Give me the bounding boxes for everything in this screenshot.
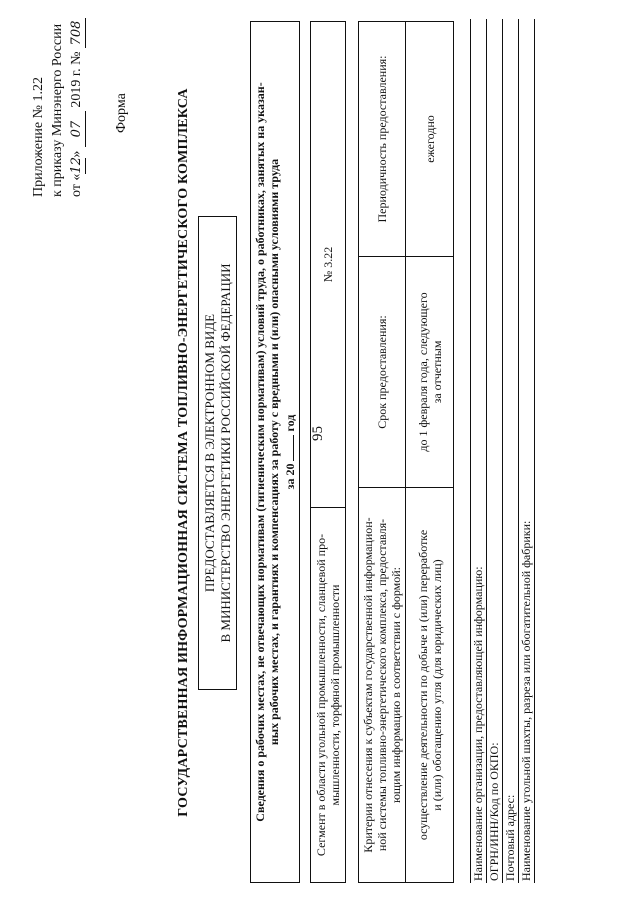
criteria-row-line-2: и (или) обогащению угля (для юридических лиц) bbox=[429, 559, 444, 811]
appendix-date-line: от «12» 07 2019 г. № 708 bbox=[68, 7, 87, 197]
report-title-line-1: Сведения о рабочих местах, не отвечающих нормативам (гигиеническим нормативам) условий труда, о работниках, занятых на указан- bbox=[253, 82, 267, 822]
segment-table bbox=[310, 21, 346, 883]
periodicity-header: Периодичность предоставления: bbox=[359, 22, 406, 257]
submission-notice-box bbox=[198, 216, 237, 690]
appendix-block bbox=[30, 7, 87, 197]
criteria-row-line-1: осуществление деятельности по добыче и (или) переработке bbox=[415, 529, 430, 841]
form-label: Форма bbox=[114, 93, 129, 133]
notice-line-2: В МИНИСТЕРСТВО ЭНЕРГЕТИКИ РОССИЙСКОЙ ФЕДЕРАЦИИ bbox=[217, 263, 233, 643]
system-title: ГОСУДАРСТВЕННАЯ ИНФОРМАЦИОННАЯ СИСТЕМА ТОПЛИВНО-ЭНЕРГЕТИЧЕСКОГО КОМПЛЕКСА bbox=[176, 88, 191, 817]
report-title-box bbox=[250, 21, 300, 883]
segment-text-line-1: Сегмент в области угольной промышленности, сланцевой про- bbox=[313, 533, 328, 857]
report-year-blank bbox=[281, 435, 294, 461]
deadline-line-1: до 1 февраля года, следующего bbox=[415, 292, 430, 452]
report-title-line-2: ных рабочих местах, и гарантиях и компенсациях за работу с вредными и (или) опасными условиями труда bbox=[267, 158, 282, 746]
deadline-header: Срок предоставления: bbox=[359, 257, 406, 488]
bottom-rule bbox=[534, 19, 535, 883]
page-number: 95 bbox=[310, 426, 326, 441]
organization-name-field: Наименование организации, предоставляющей информацию: bbox=[470, 19, 486, 883]
deadline-line-2: за отчетным bbox=[429, 340, 444, 404]
segment-text-line-2: мышленности, торфяной промышленности bbox=[328, 584, 342, 806]
mine-name-field: Наименование угольной шахты, разреза или обогатительной фабрики: bbox=[518, 19, 534, 883]
report-period: за 20 год bbox=[283, 414, 298, 490]
criteria-header-line-3: ющим информацию в соответствии с формой: bbox=[389, 566, 404, 804]
criteria-header-line-2: ной системы топливно-энергетического комплекса, предоставля- bbox=[375, 518, 390, 852]
notice-line-1: ПРЕДОСТАВЛЯЕТСЯ В ЭЛЕКТРОННОМ ВИДЕ bbox=[202, 313, 217, 593]
criteria-table bbox=[358, 21, 454, 883]
criteria-header-line-1: Критерии отнесения к субъектам государственной информацион- bbox=[361, 517, 375, 853]
order-number: 708 bbox=[68, 18, 87, 48]
appendix-order-line: к приказу Минэнерго России bbox=[49, 23, 65, 197]
segment-number: № 3.22 bbox=[311, 22, 346, 508]
appendix-title: Приложение № 1.22 bbox=[31, 77, 46, 197]
date-day: 12 bbox=[68, 158, 87, 174]
periodicity-value: ежегодно bbox=[406, 22, 454, 257]
ogrn-inn-okpo-field: ОГРН/ИНН/Код по ОКПО: bbox=[486, 19, 502, 883]
postal-address-field: Почтовый адрес: bbox=[502, 19, 518, 883]
date-month: 07 bbox=[68, 111, 87, 147]
